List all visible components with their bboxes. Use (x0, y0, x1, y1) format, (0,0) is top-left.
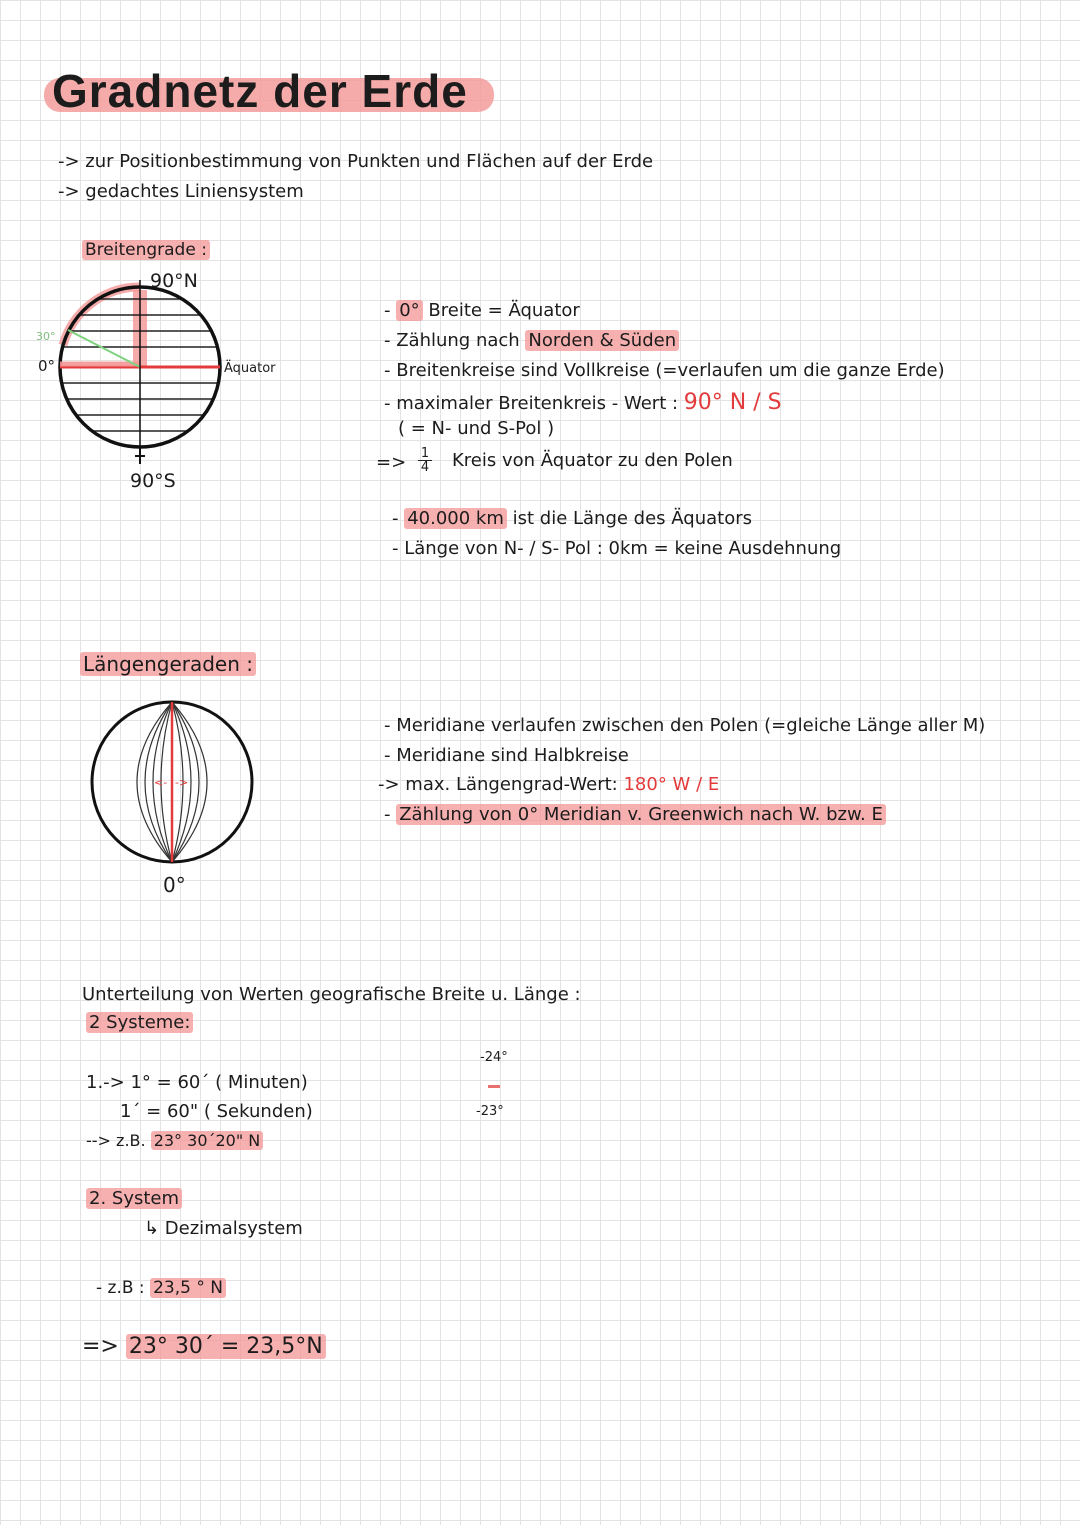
fraction-numerator: 1 (418, 447, 432, 461)
system2-example-hl: 23,5 ° N (150, 1278, 226, 1298)
lat-note-7-pre: - (392, 508, 405, 529)
unterteilung-heading: Unterteilung von Werten geografische Breite u. Länge : (82, 984, 581, 1005)
side-note-bottom: -23° (476, 1104, 504, 1119)
label-90s: 90°S (130, 470, 176, 492)
systems-label (86, 1012, 193, 1034)
final-conversion (82, 1334, 326, 1360)
label-0-meridian: 0° (163, 873, 186, 897)
lat-note-1-pre: - (384, 300, 397, 321)
lat-note-8: - Länge von N- / S- Pol : 0km = keine Ausdehnung (392, 538, 842, 559)
lat-note-7-post: ist die Länge des Äquators (506, 508, 752, 529)
lat-note-3: - Breitenkreise sind Vollkreise (=verlaufen um die ganze Erde) (384, 360, 945, 381)
fraction-denominator: 4 (420, 460, 430, 475)
lon-note-4-hl: Zählung von 0° Meridian v. Greenwich nach W. bzw. E (396, 804, 886, 825)
breitengrade-heading-text: Breitengrade : (82, 240, 210, 260)
lon-note-4 (384, 804, 886, 826)
laengengeraden-heading (80, 652, 256, 676)
system1-example (86, 1131, 263, 1150)
label-0-degree: 0° (38, 357, 56, 375)
lon-note-1: - Meridiane verlaufen zwischen den Polen (=gleiche Länge aller M) (384, 715, 986, 736)
page-title: Gradnetz der Erde (52, 65, 468, 117)
lat-note-7-hl: 40.000 km (404, 508, 507, 529)
system1-example-hl: 23° 30´20" N (151, 1131, 264, 1150)
final-arrow: => (82, 1334, 119, 1359)
lon-note-4-pre: - (384, 804, 397, 825)
system2-label (86, 1188, 182, 1210)
side-note-dash (488, 1085, 500, 1088)
lon-note-2: - Meridiane sind Halbkreise (384, 745, 629, 766)
lat-note-6-arrow: => (376, 452, 407, 473)
system2-example-pre: - z.B : (96, 1278, 145, 1298)
arrow-left: <- (154, 776, 168, 789)
lat-note-4-pre: - maximaler Breitenkreis - Wert : (384, 393, 679, 414)
lat-note-4-red: 90° N / S (683, 390, 782, 415)
lat-note-4 (384, 390, 782, 416)
laengengeraden-heading-text: Längengeraden : (80, 652, 256, 676)
label-30-degree: 30° (36, 330, 56, 343)
lat-note-1-post: Breite = Äquator (422, 300, 580, 321)
lat-note-2-pre: - Zählung nach (384, 330, 526, 351)
side-note-top: -24° (480, 1050, 508, 1065)
system1-example-pre: --> z.B. (86, 1131, 146, 1150)
arrow-right: -> (175, 776, 189, 789)
system1-line-b: 1´ = 60" ( Sekunden) (120, 1101, 313, 1122)
system2-example (96, 1278, 226, 1298)
final-conversion-hl: 23° 30´ = 23,5°N (126, 1334, 326, 1359)
lat-note-5: ( = N- und S-Pol ) (398, 418, 555, 439)
label-aequator: Äquator (224, 361, 276, 376)
latitude-globe-diagram (30, 260, 290, 500)
intro-line-1: -> zur Positionbestimmung von Punkten und Flächen auf der Erde (58, 151, 654, 172)
lat-note-6-text: Kreis von Äquator zu den Polen (452, 450, 733, 471)
lat-note-7 (392, 508, 752, 530)
angle-line (68, 330, 140, 367)
system2-sub: ↳ Dezimalsystem (144, 1218, 303, 1239)
lon-note-3-red: 180° W / E (623, 774, 720, 795)
lat-note-1-hl: 0° (396, 300, 422, 321)
lat-note-1 (384, 300, 580, 322)
lat-note-2-hl: Norden & Süden (525, 330, 679, 351)
lon-note-3 (378, 774, 719, 796)
label-90n: 90°N (150, 270, 198, 292)
fraction-quarter (418, 447, 432, 474)
intro-line-2: -> gedachtes Liniensystem (58, 181, 304, 202)
systems-label-text: 2 Systeme: (86, 1012, 193, 1033)
lon-note-3-pre: -> max. Längengrad-Wert: (378, 774, 618, 795)
system1-line-a: 1.-> 1° = 60´ ( Minuten) (86, 1072, 308, 1093)
longitude-globe-diagram (90, 700, 290, 880)
lat-note-2 (384, 330, 679, 352)
system2-label-text: 2. System (86, 1188, 182, 1209)
breitengrade-heading (82, 240, 210, 260)
